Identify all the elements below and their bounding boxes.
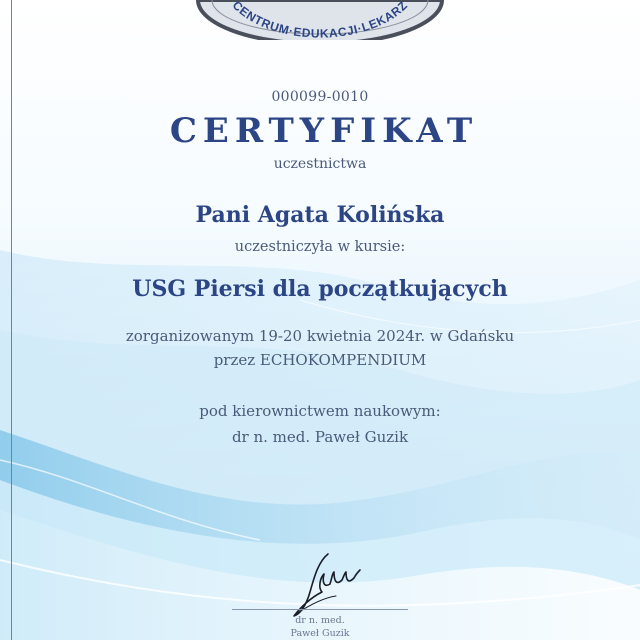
course-organizer: przez ECHOKOMPENDIUM <box>213 351 427 369</box>
certificate-subtitle: uczestnictwa <box>273 156 367 172</box>
certificate-number: 000099-0010 <box>271 89 369 105</box>
course-date-location: zorganizowanym 19-20 kwietnia 2024r. w Gdańsku <box>125 327 515 345</box>
recipient-name: Pani Agata Kolińska <box>195 202 445 228</box>
academy-logo <box>0 0 640 40</box>
logo-arc-text: CENTRUM·EDUKACJI·LEKARZ <box>229 0 411 40</box>
signature-line <box>232 609 408 610</box>
signature-title: dr n. med. <box>295 615 345 626</box>
participation-text: uczestniczyła w kursie: <box>234 239 406 255</box>
signature-name: Paweł Guzik <box>290 628 350 639</box>
supervision-label: pod kierownictwem naukowym: <box>199 402 441 420</box>
certificate-title: CERTYFIKAT <box>169 111 479 151</box>
course-title: USG Piersi dla początkujących <box>132 276 508 302</box>
supervisor-name: dr n. med. Paweł Guzik <box>231 428 409 446</box>
